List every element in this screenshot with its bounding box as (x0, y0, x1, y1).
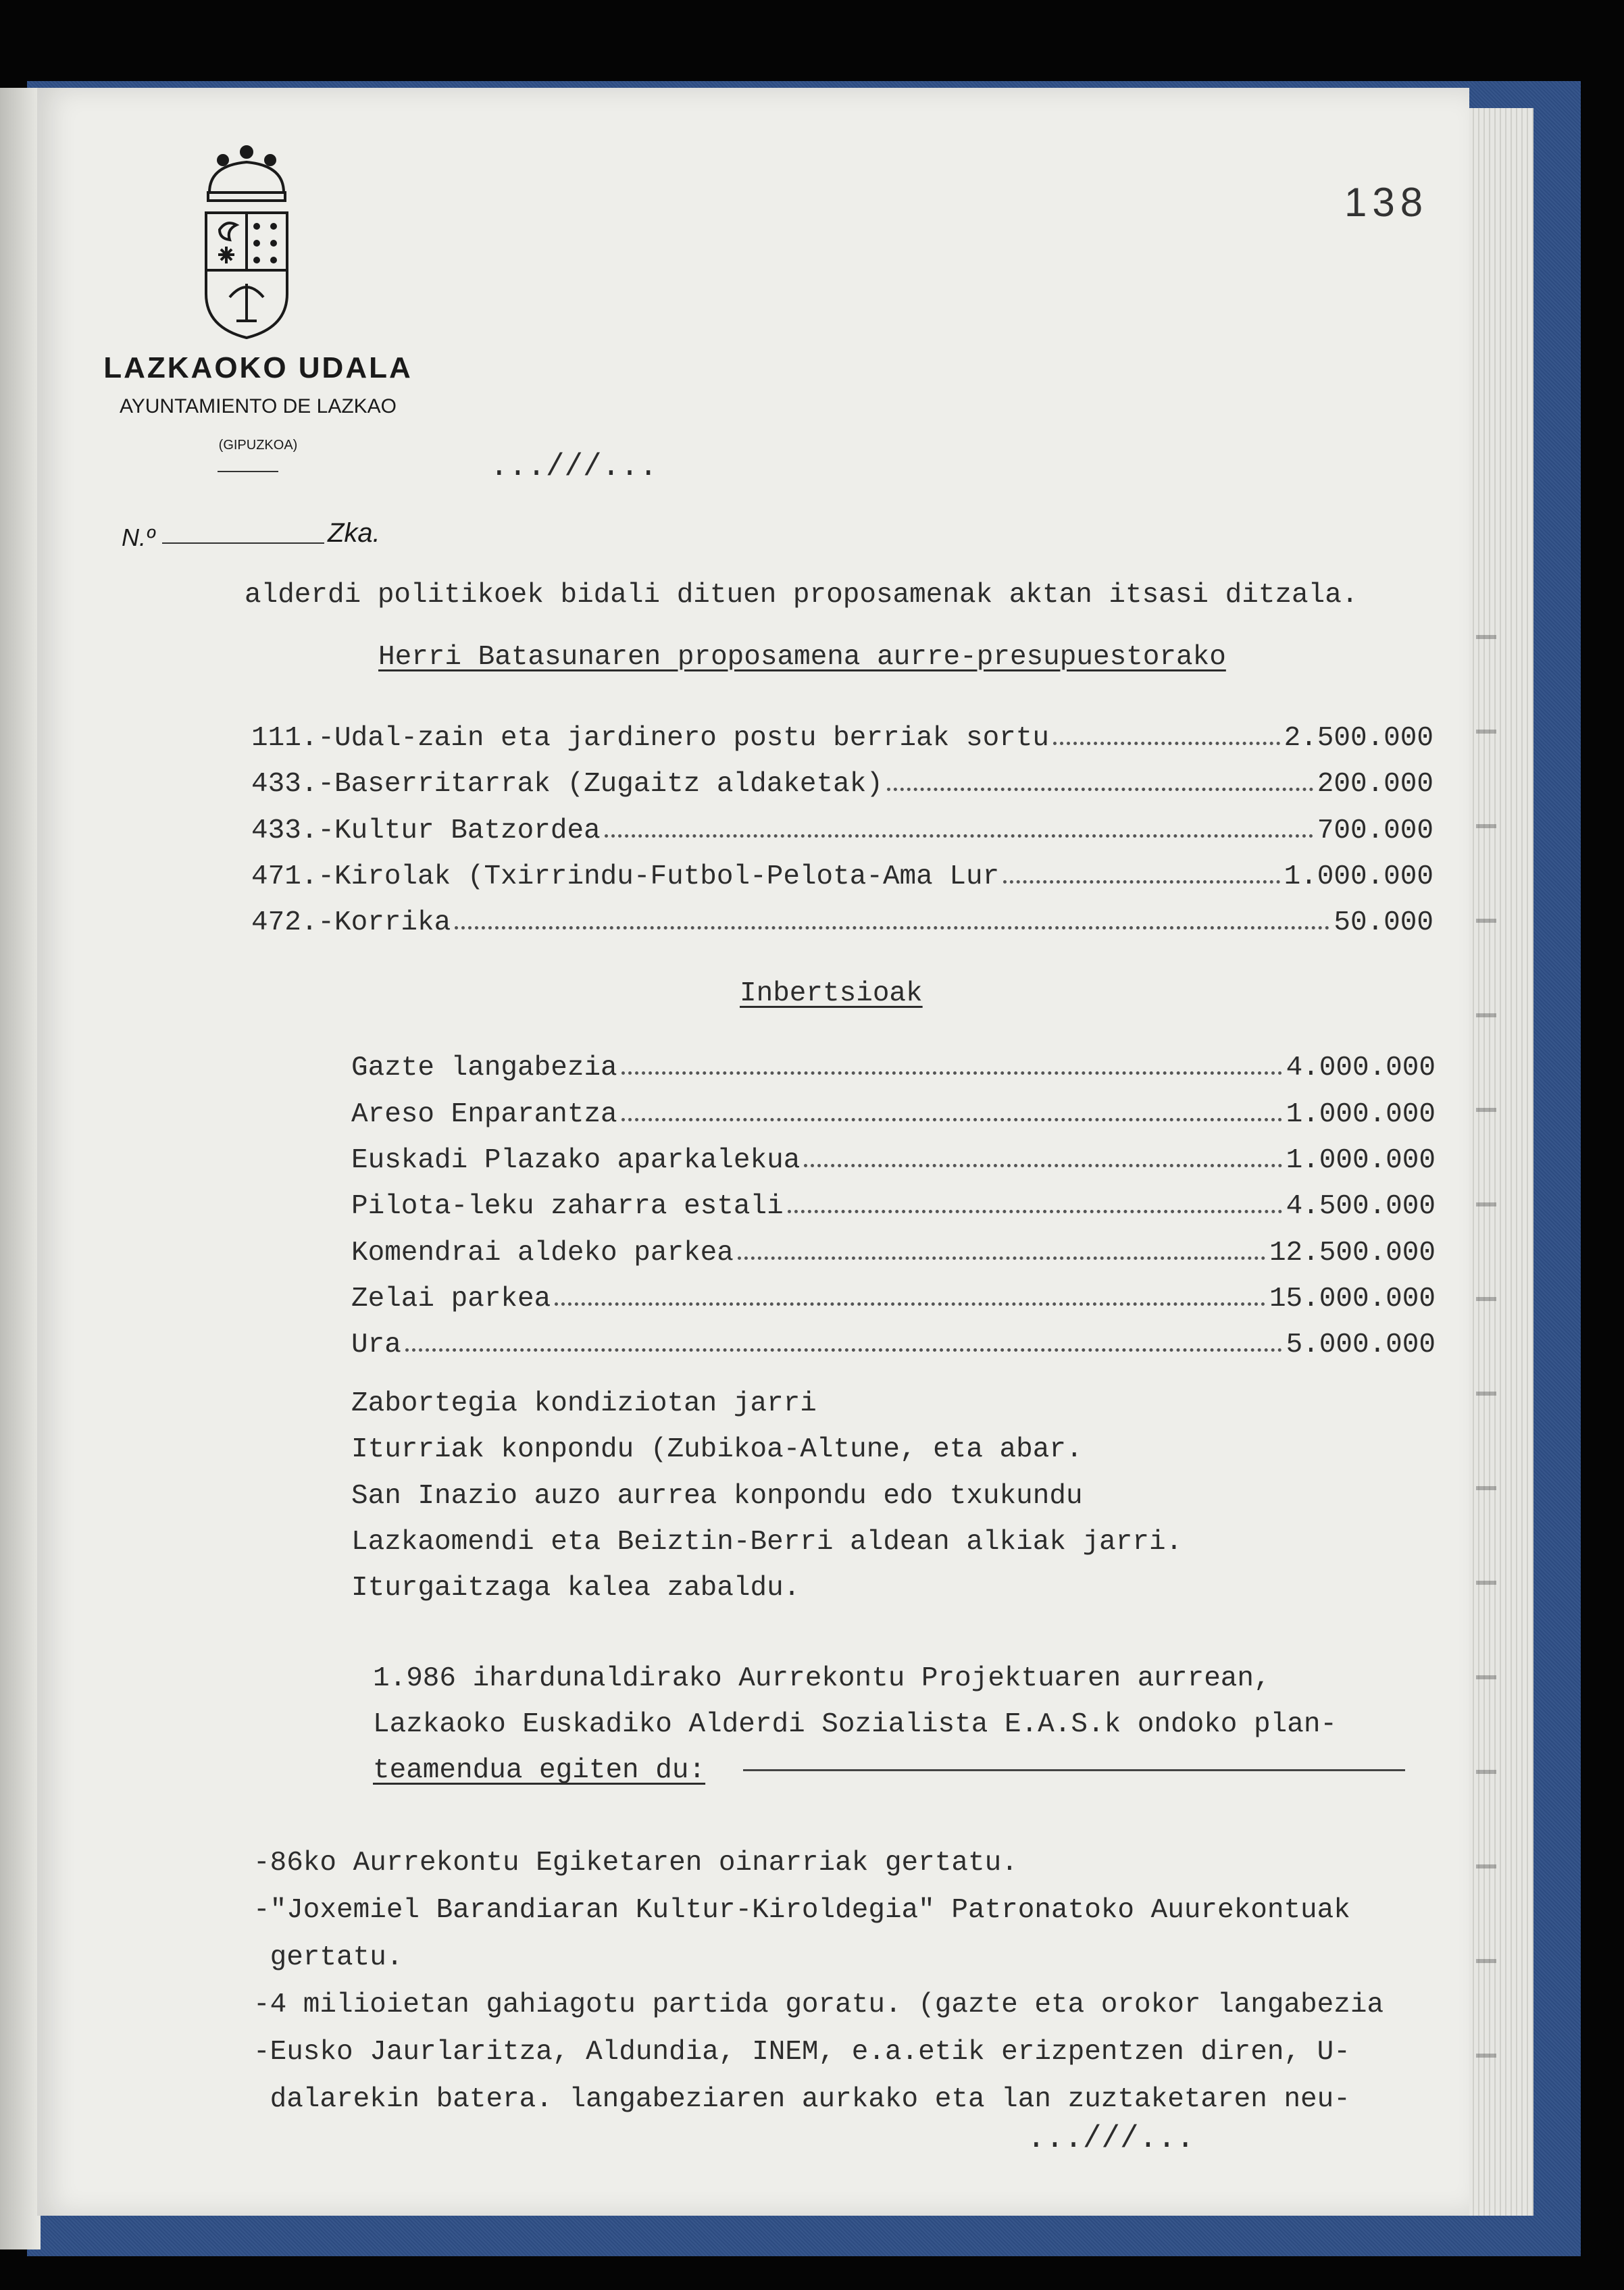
budget-item (251, 861, 1433, 896)
paragraph-line: teamendua egiten du: (373, 1755, 706, 1786)
investment-item-amount: 4.000.000 (1286, 1052, 1436, 1084)
list-line: -86ko Aurrekontu Egiketaren oinarriak gertatu. (253, 1848, 1018, 1879)
org-subtitle: AYUNTAMIENTO DE LAZKAO (119, 395, 397, 417)
other-item: Lazkaomendi eta Beiztin-Berri aldean alkiak jarri. (351, 1527, 1183, 1558)
coat-of-arms-icon (196, 145, 297, 341)
leader-dots (1003, 880, 1279, 884)
zka-label: Zka. (328, 518, 380, 548)
budget-item-amount: 700.000 (1317, 815, 1433, 846)
investment-item (351, 1238, 1436, 1273)
investment-item (351, 1283, 1436, 1319)
leader-dots (555, 1302, 1265, 1306)
other-item: Zabortegia kondiziotan jarri (351, 1388, 817, 1419)
left-page-edge (0, 88, 41, 2249)
leader-dots (887, 788, 1313, 791)
budget-item (251, 907, 1433, 942)
investment-item (351, 1191, 1436, 1226)
org-name: LAZKAOKO UDALA (103, 351, 413, 384)
budget-item (251, 815, 1433, 850)
budget-item-amount: 2.500.000 (1284, 723, 1433, 754)
investment-item-label: Ura (351, 1329, 401, 1360)
leader-dots (621, 1118, 1282, 1121)
investment-item-amount: 4.500.000 (1286, 1191, 1436, 1222)
investment-item-label: Komendrai aldeko parkea (351, 1238, 734, 1269)
investment-item (351, 1099, 1436, 1134)
investment-item-label: Euskadi Plazako aparkalekua (351, 1145, 801, 1176)
budget-item-label: 471.-Kirolak (Txirrindu-Futbol-Pelota-Ama Lur (251, 861, 1000, 892)
budget-item-label: 111.-Udal-zain eta jardinero postu berriak sortu (251, 723, 1049, 754)
intro-line: alderdi politikoek bidali dituen proposamenak aktan itsasi ditzala. (245, 580, 1359, 611)
leader-dots (804, 1164, 1282, 1167)
org-province: (GIPUZKOA) (218, 438, 298, 453)
hb-heading: Herri Batasunaren proposamena aurre-presupuestorako (378, 642, 1226, 673)
investment-item-label: Zelai parkea (351, 1283, 551, 1315)
other-item: Iturriak konpondu (Zubikoa-Altune, eta abar. (351, 1434, 1083, 1465)
investment-item-label: Pilota-leku zaharra estali (351, 1191, 784, 1222)
budget-item-label: 433.-Kultur Batzordea (251, 815, 601, 846)
budget-item-amount: 50.000 (1334, 907, 1433, 938)
leader-dots (405, 1348, 1282, 1352)
budget-item-amount: 200.000 (1317, 769, 1433, 800)
leader-dots (455, 926, 1329, 930)
investment-item-label: Areso Enparantza (351, 1099, 617, 1130)
list-line: -Eusko Jaurlaritza, Aldundia, INEM, e.a.etik erizpentzen diren, U- (253, 2037, 1350, 2068)
budget-item-label: 472.-Korrika (251, 907, 451, 938)
paragraph-line: 1.986 ihardunaldirako Aurrekontu Projektuaren aurrean, (373, 1663, 1271, 1694)
continuation-top: ...///... (490, 449, 658, 484)
investment-item-amount: 5.000.000 (1286, 1329, 1436, 1360)
list-line: gertatu. (253, 1942, 403, 1973)
leader-dots (1053, 742, 1280, 745)
leader-dots (788, 1210, 1282, 1213)
budget-item (251, 769, 1433, 804)
investment-item-amount: 15.000.000 (1269, 1283, 1436, 1315)
investment-item-label: Gazte langabezia (351, 1052, 617, 1084)
other-item: Iturgaitzaga kalea zabaldu. (351, 1573, 801, 1604)
paragraph-rule (743, 1769, 1405, 1771)
investment-item (351, 1329, 1436, 1365)
list-line: dalarekin batera. langabeziaren aurkako eta lan zuztaketaren neu- (253, 2084, 1350, 2115)
number-label: N.º (122, 524, 155, 551)
continuation-bottom: ...///... (1027, 2121, 1195, 2156)
budget-item (251, 723, 1433, 758)
investment-item (351, 1145, 1436, 1180)
other-item: San Inazio auzo aurrea konpondu edo txukundu (351, 1481, 1083, 1512)
list-line: -"Joxemiel Barandiaran Kultur-Kiroldegia" Patronatoko Auurekontuak (253, 1895, 1350, 1926)
budget-item-amount: 1.000.000 (1284, 861, 1433, 892)
investment-item-amount: 1.000.000 (1286, 1099, 1436, 1130)
leader-dots (605, 834, 1313, 838)
header-rule (218, 471, 278, 472)
investment-item-amount: 1.000.000 (1286, 1145, 1436, 1176)
margin-marks (1476, 594, 1496, 2081)
budget-item-label: 433.-Baserritarrak (Zugaitz aldaketak) (251, 769, 883, 800)
list-line: -4 milioietan gahiagotu partida goratu. (gazte eta orokor langabezia (253, 1989, 1384, 2020)
page-number: 138 (1344, 180, 1429, 225)
investment-item (351, 1052, 1436, 1088)
leader-dots (621, 1071, 1282, 1075)
paragraph-line: Lazkaoko Euskadiko Alderdi Sozialista E.A.S.k ondoko plan- (373, 1709, 1338, 1740)
investment-item-amount: 12.500.000 (1269, 1238, 1436, 1269)
investments-heading: Inbertsioak (740, 978, 923, 1009)
number-field-line (162, 542, 324, 544)
leader-dots (738, 1256, 1265, 1260)
